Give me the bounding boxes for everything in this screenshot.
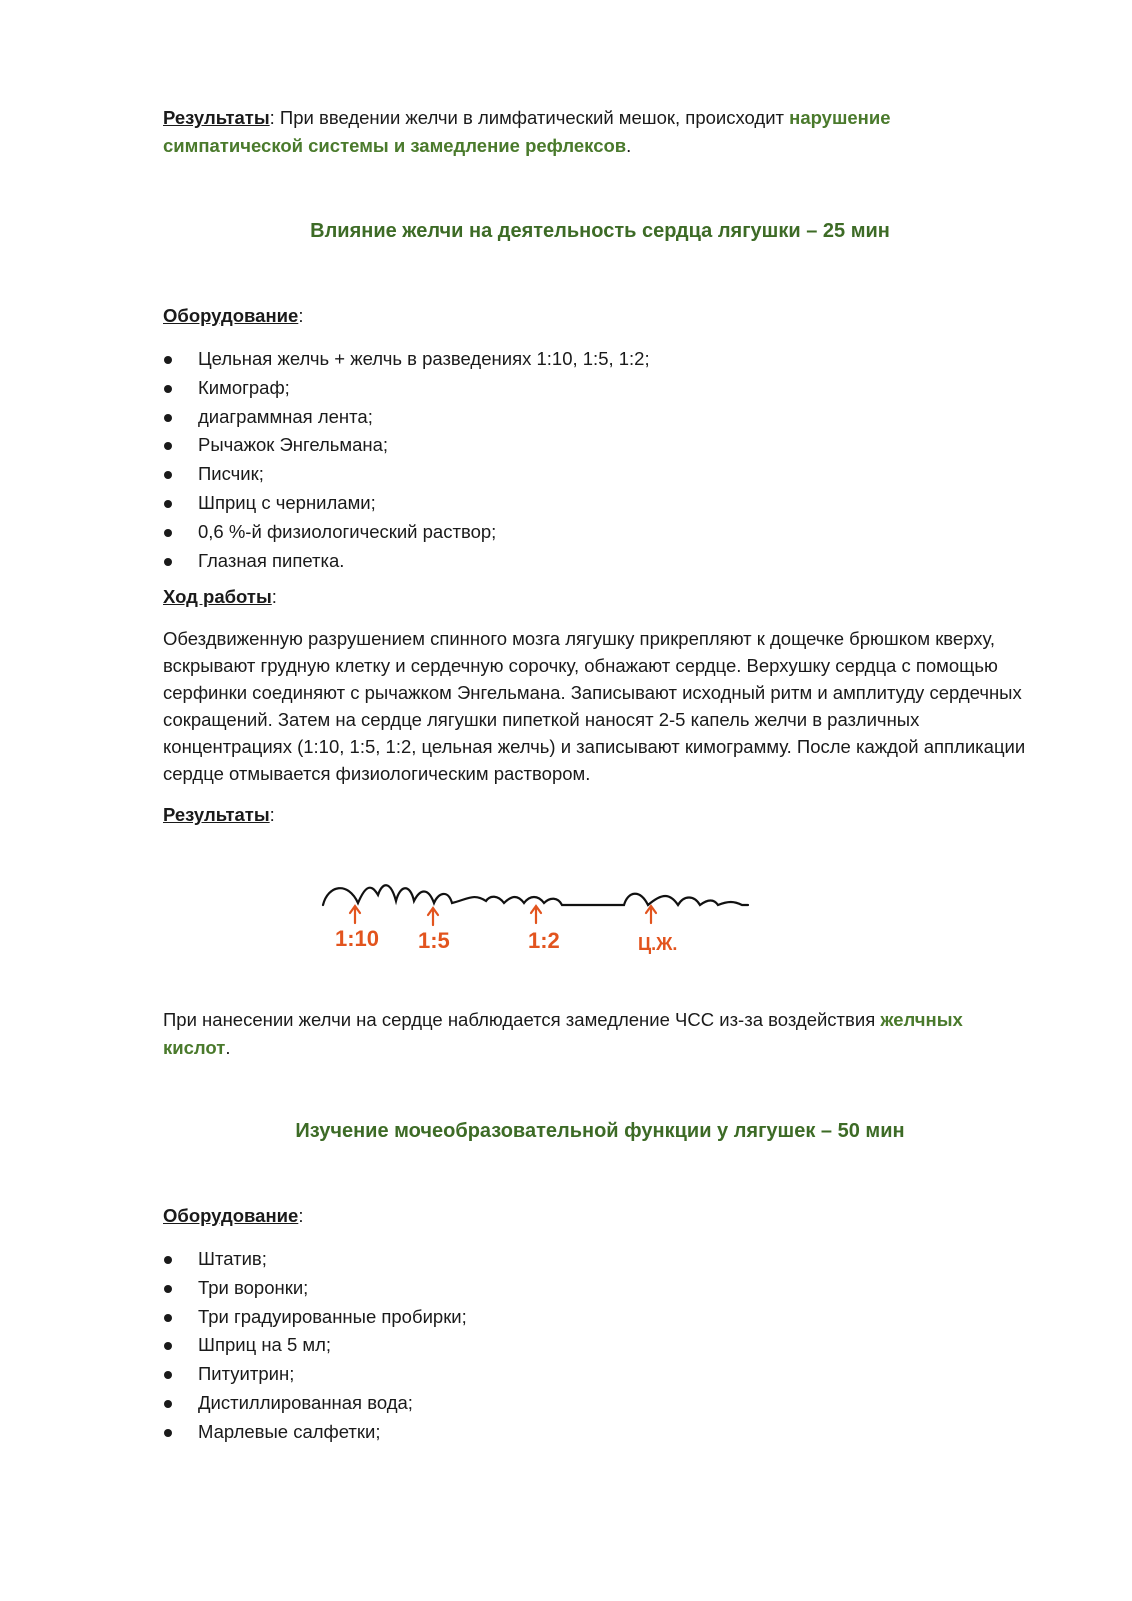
list-item: Марлевые салфетки; xyxy=(163,1418,467,1447)
list-item: 0,6 %-й физиологический раствор; xyxy=(163,518,650,547)
equipment-colon-3: : xyxy=(298,1205,304,1226)
list-item: Рычажок Энгельмана; xyxy=(163,431,650,460)
heart-equipment-title xyxy=(163,302,303,330)
procedure-text: Обездвиженную разрушением спинного мозга лягушку прикрепляют к дощечке брюшком кверху, вскрывают грудную клетку и сердечную сорочку, обнажают сердце. Верхушку сердца с помощью серфинки соединяют с рычажком Энгельмана. Записывают исходный ритм и амплитуду сердечных сокращений. Затем на сердце лягушки пипеткой наносят 2-5 капель желчи в различных концентрациях (1:10, 1:5, 1:2, цельная желчь) и записывают кимограмму. После каждой аппликации сердце отмывается физиологическим раствором. xyxy=(163,628,1026,784)
equipment-label: Оборудование xyxy=(163,305,299,326)
label-1-5: 1:5 xyxy=(418,928,450,953)
arrow-whole xyxy=(646,906,656,923)
list-item: Дистиллированная вода; xyxy=(163,1389,467,1418)
heart-section-heading: Влияние желчи на деятельность сердца лягушки – 25 мин xyxy=(310,220,890,242)
arrow-1-5 xyxy=(428,908,438,925)
results-label: Результаты xyxy=(163,107,270,128)
results-colon-2: : xyxy=(269,804,275,825)
list-item: диаграммная лента; xyxy=(163,403,650,432)
urine-equipment-title xyxy=(163,1202,303,1230)
list-item: Три воронки; xyxy=(163,1274,467,1303)
results-highlight: нарушение симпатической системы и замедление рефлексов xyxy=(163,107,891,156)
list-item: Штатив; xyxy=(163,1245,467,1274)
list-item: Шприц с чернилами; xyxy=(163,489,650,518)
conclusion-end: . xyxy=(225,1037,231,1058)
results-text: : При введении желчи в лимфатический мешок, происходит xyxy=(269,107,790,128)
list-item: Шприц на 5 мл; xyxy=(163,1331,467,1360)
kymogram-sketch xyxy=(318,875,758,970)
heart-equipment-list xyxy=(163,345,650,575)
results-label-2: Результаты xyxy=(163,804,270,825)
results-end: . xyxy=(626,135,632,156)
heart-results-title xyxy=(163,801,275,829)
list-item: Кимограф; xyxy=(163,374,650,403)
conclusion-highlight: желчных кислот xyxy=(163,1009,963,1058)
equipment-colon: : xyxy=(298,305,304,326)
list-item: Питуитрин; xyxy=(163,1360,467,1389)
bile-lymph-results xyxy=(163,104,923,160)
kymogram-trace xyxy=(323,885,748,905)
arrow-1-2 xyxy=(531,906,541,923)
procedure-colon: : xyxy=(271,586,277,607)
label-1-2: 1:2 xyxy=(528,928,560,953)
label-1-10: 1:10 xyxy=(335,926,380,951)
list-item: Писчик; xyxy=(163,460,650,489)
arrow-1-10 xyxy=(350,906,360,923)
procedure-label: Ход работы xyxy=(163,586,272,607)
urine-equipment-list xyxy=(163,1245,467,1447)
urine-section-heading: Изучение мочеобразовательной функции у лягушек – 50 мин xyxy=(295,1120,905,1142)
list-item: Глазная пипетка. xyxy=(163,547,650,576)
list-item: Три градуированные пробирки; xyxy=(163,1303,467,1332)
label-whole-bile: Ц.Ж. xyxy=(638,934,678,954)
conclusion-text: При нанесении желчи на сердце наблюдается замедление ЧСС из-за воздействия xyxy=(163,1009,881,1030)
procedure-title xyxy=(163,583,277,611)
list-item: Цельная желчь + желчь в разведениях 1:10, 1:5, 1:2; xyxy=(163,345,650,374)
equipment-label-3: Оборудование xyxy=(163,1205,299,1226)
heart-conclusion xyxy=(163,1006,983,1062)
